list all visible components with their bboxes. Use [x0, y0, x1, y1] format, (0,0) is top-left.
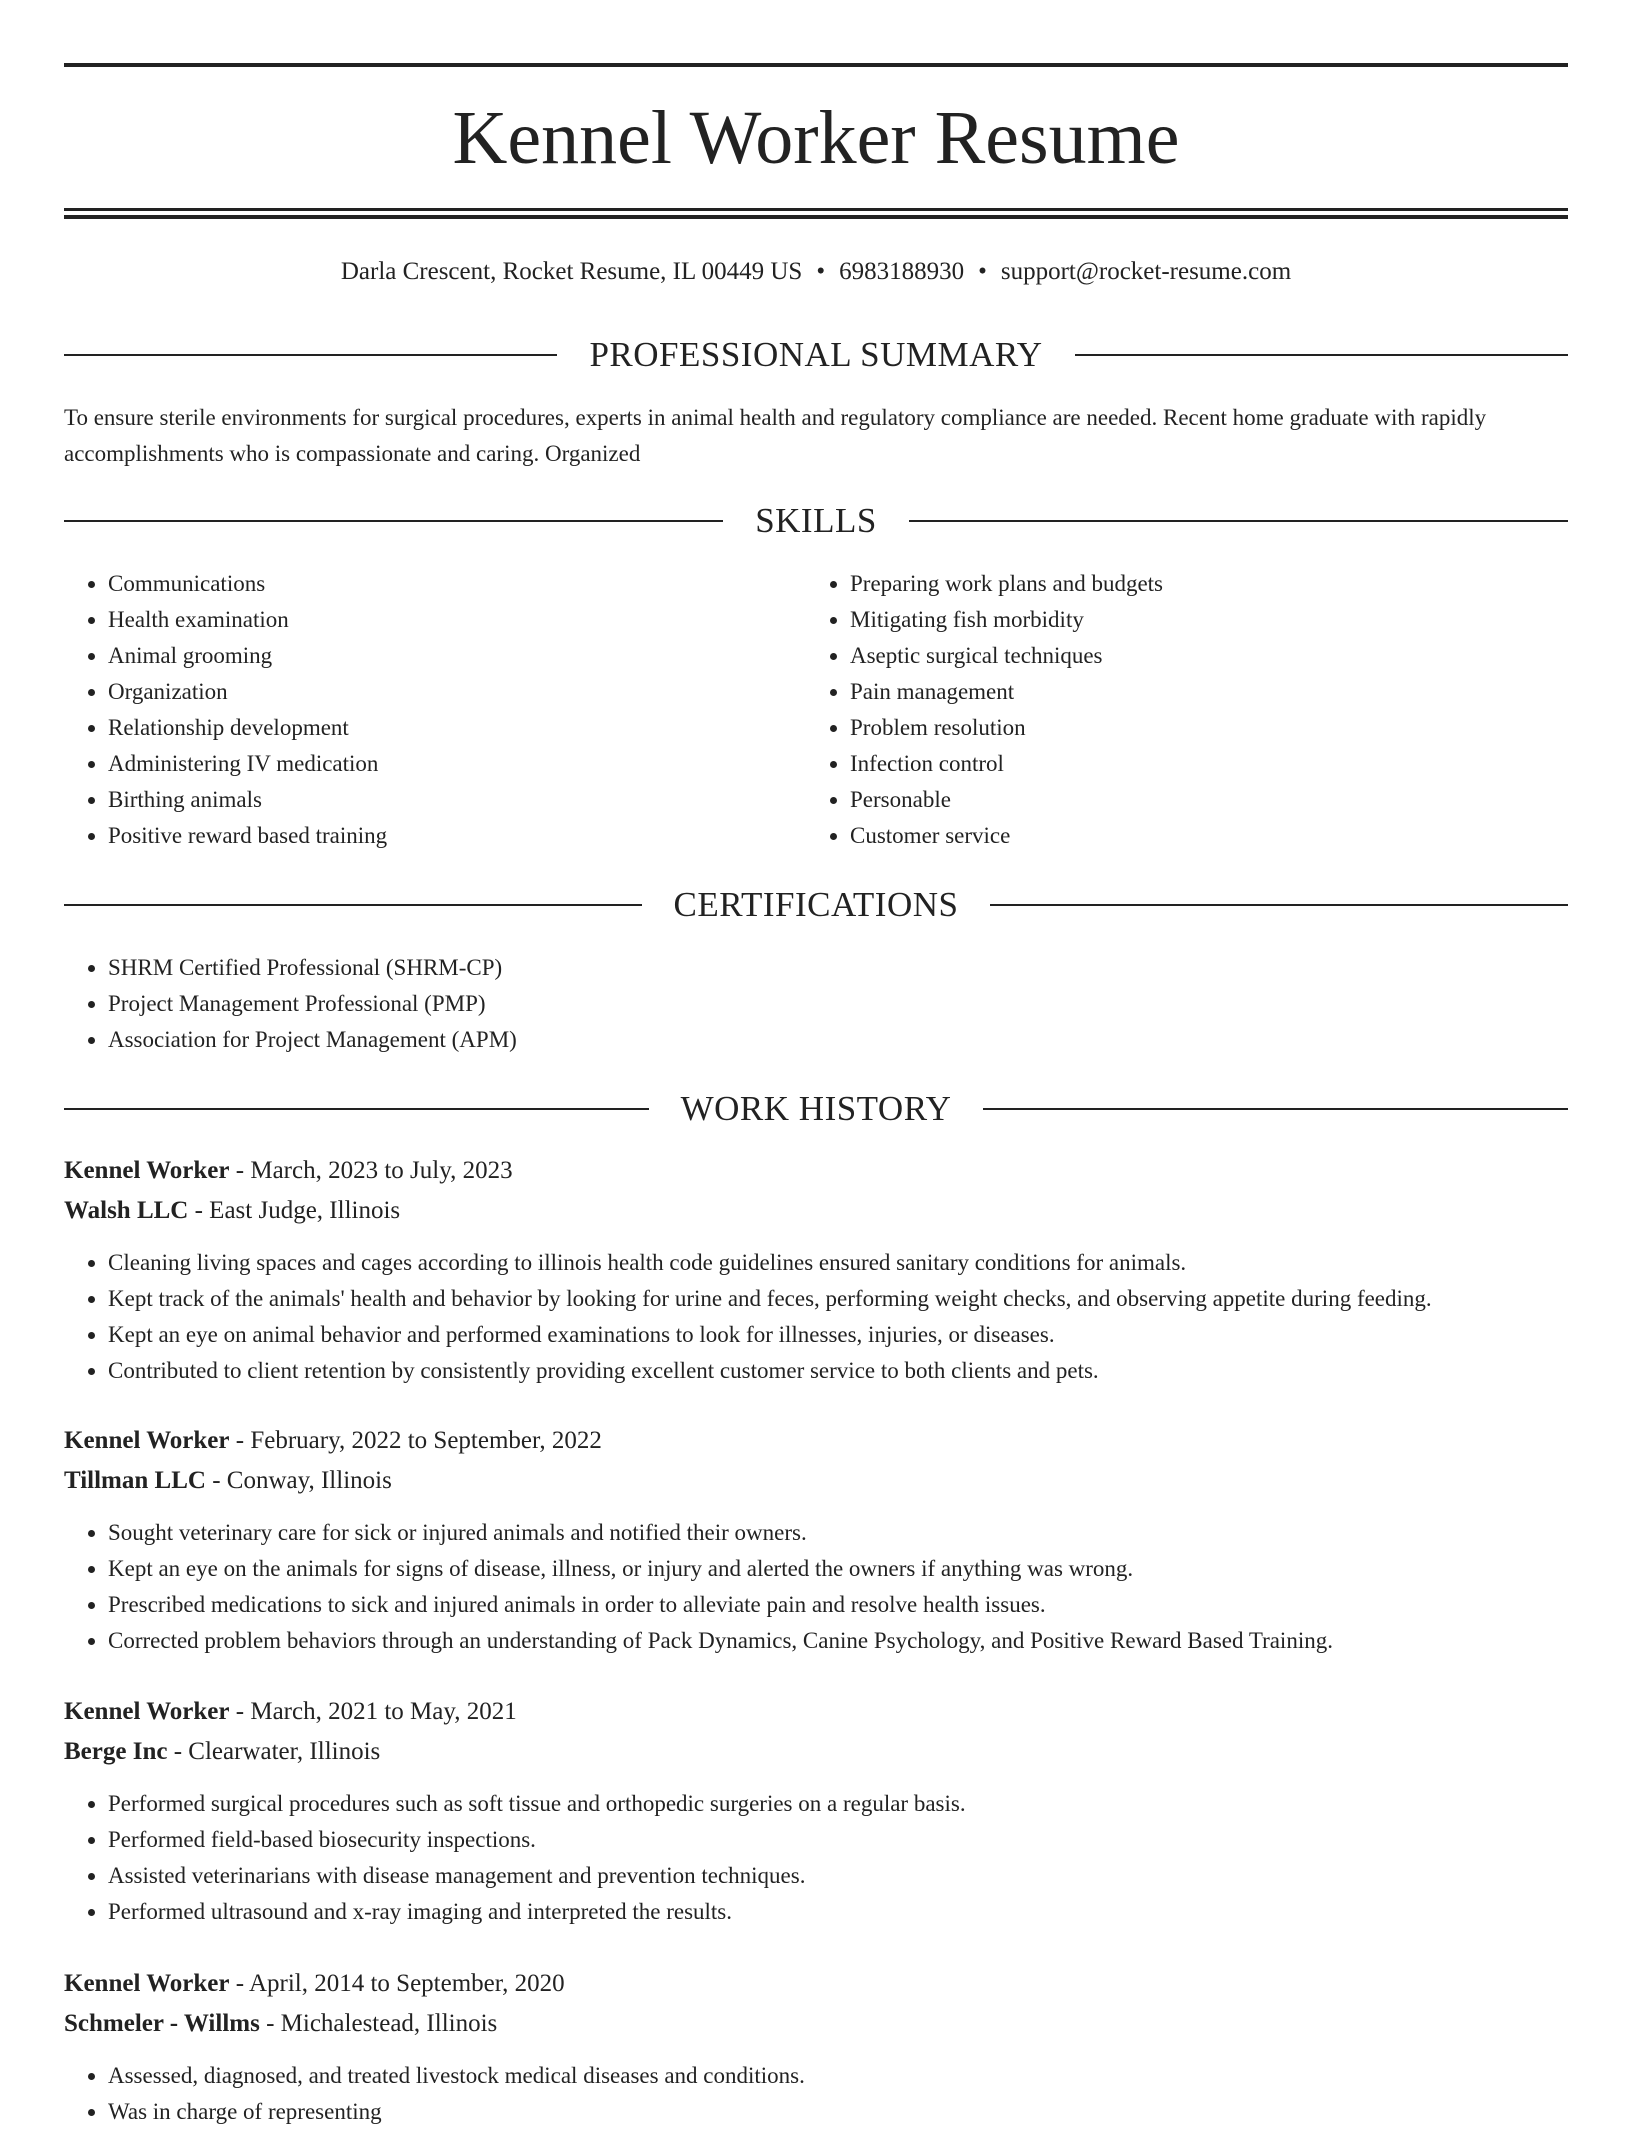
contact-separator: •: [816, 258, 826, 285]
job-bullets: [64, 1786, 1568, 1930]
heading-rule: [983, 1108, 1568, 1110]
section-title: PROFESSIONAL SUMMARY: [589, 335, 1043, 374]
skills-column-left: [64, 566, 806, 854]
job-entry: [64, 1421, 1568, 1659]
job-role: Kennel Worker: [64, 1698, 230, 1725]
list-item: • Cleaning living spaces and cages according to illinois health code guidelines ensured sanitary conditions for animals.: [108, 1245, 1568, 1281]
section-heading-certifications: [64, 883, 1568, 927]
job-company-line: [64, 2004, 1568, 2044]
job-bullets: [64, 1245, 1568, 1389]
job-title-line: [64, 1964, 1568, 2004]
section-title: WORK HISTORY: [680, 1089, 952, 1128]
section-title: CERTIFICATIONS: [673, 885, 959, 924]
heading-rule: [64, 520, 723, 522]
certifications-list: [64, 950, 1568, 1058]
certifications-items: [64, 950, 1568, 1058]
list-item: • Health examination: [108, 602, 806, 638]
job-location: - East Judge, Illinois: [188, 1197, 401, 1224]
heading-rule: [64, 1108, 649, 1110]
section-heading-summary: [64, 333, 1568, 377]
job-company-line: [64, 1732, 1568, 1772]
list-item: • Project Management Professional (PMP): [108, 986, 1568, 1022]
list-item: • Positive reward based training: [108, 818, 806, 854]
job-bullets: [64, 1515, 1568, 1659]
list-item: • Association for Project Management (APM): [108, 1022, 1568, 1058]
skills-list: [64, 566, 1568, 854]
job-title-line: [64, 1151, 1568, 1191]
job-location: - Conway, Illinois: [205, 1467, 392, 1494]
list-item: • Kept an eye on animal behavior and performed examinations to look for illnesses, injuries, or diseases.: [108, 1317, 1568, 1353]
section-title: SKILLS: [755, 501, 877, 540]
list-item: • Performed field-based biosecurity inspections.: [108, 1822, 1568, 1858]
list-item: • Kept track of the animals' health and behavior by looking for urine and feces, performing weight checks, and observing appetite during feeding.: [108, 1281, 1568, 1317]
contact-line: [64, 254, 1568, 290]
list-item: • Assessed, diagnosed, and treated livestock medical diseases and conditions.: [108, 2058, 1568, 2094]
list-item: • Sought veterinary care for sick or injured animals and notified their owners.: [108, 1515, 1568, 1551]
job-dates: - March, 2021 to May, 2021: [229, 1698, 517, 1725]
summary-text: To ensure sterile environments for surgical procedures, experts in animal health and regulatory compliance are needed. Recent home graduate with rapidly accomplishments who is compassionate and caring. Organized: [64, 405, 1487, 466]
job-company: Berge Inc: [64, 1738, 168, 1765]
heading-rule: [909, 520, 1568, 522]
job-company: Tillman LLC: [64, 1467, 206, 1494]
section-heading-work-history: [64, 1087, 1568, 1131]
job-bullets: [64, 2058, 1568, 2130]
skills-left-list: [64, 566, 806, 854]
title-double-rule: [64, 208, 1568, 219]
job-title-line: [64, 1692, 1568, 1732]
list-item: • Kept an eye on the animals for signs of disease, illness, or injury and alerted the owners if anything was wrong.: [108, 1551, 1568, 1587]
contact-phone: 6983188930: [839, 258, 965, 285]
skills-column-right: [806, 566, 1548, 854]
job-dates: - April, 2014 to September, 2020: [229, 1970, 565, 1997]
job-company-line: [64, 1191, 1568, 1231]
contact-email: support@rocket-resume.com: [1000, 258, 1292, 285]
job-location: - Michalestead, Illinois: [259, 2010, 498, 2037]
list-item: • Aseptic surgical techniques: [850, 638, 1548, 674]
list-item: • Pain management: [850, 674, 1548, 710]
heading-rule: [64, 354, 557, 356]
job-entry: [64, 1151, 1568, 1389]
skills-right-list: [806, 566, 1548, 854]
job-location: - Clearwater, Illinois: [167, 1738, 381, 1765]
list-item: • Relationship development: [108, 710, 806, 746]
list-item: • Birthing animals: [108, 782, 806, 818]
list-item: • Contributed to client retention by consistently providing excellent customer service to both clients and pets.: [108, 1353, 1568, 1389]
list-item: • Infection control: [850, 746, 1548, 782]
job-company: Walsh LLC: [64, 1197, 189, 1224]
list-item: • Animal grooming: [108, 638, 806, 674]
heading-rule: [64, 904, 642, 906]
list-item: • Communications: [108, 566, 806, 602]
list-item: • Problem resolution: [850, 710, 1548, 746]
list-item: • Mitigating fish morbidity: [850, 602, 1548, 638]
list-item: • Assisted veterinarians with disease management and prevention techniques.: [108, 1858, 1568, 1894]
job-role: Kennel Worker: [64, 1970, 230, 1997]
list-item: • Customer service: [850, 818, 1548, 854]
contact-address: Darla Crescent, Rocket Resume, IL 00449 US: [340, 258, 803, 285]
list-item: • SHRM Certified Professional (SHRM-CP): [108, 950, 1568, 986]
list-item: • Prescribed medications to sick and injured animals in order to alleviate pain and resolve health issues.: [108, 1587, 1568, 1623]
job-title-line: [64, 1421, 1568, 1461]
list-item: • Performed surgical procedures such as soft tissue and orthopedic surgeries on a regular basis.: [108, 1786, 1568, 1822]
list-item: • Administering IV medication: [108, 746, 806, 782]
list-item: • Organization: [108, 674, 806, 710]
section-heading-skills: [64, 499, 1568, 543]
job-entry: [64, 1692, 1568, 1930]
job-dates: - March, 2023 to July, 2023: [229, 1157, 513, 1184]
job-company-line: [64, 1461, 1568, 1501]
job-dates: - February, 2022 to September, 2022: [229, 1427, 602, 1454]
list-item: • Performed ultrasound and x-ray imaging and interpreted the results.: [108, 1894, 1568, 1930]
heading-rule: [990, 904, 1568, 906]
job-company: Schmeler - Willms: [64, 2010, 260, 2037]
page-title: Kennel Worker Resume: [452, 96, 1180, 180]
top-rule: [64, 63, 1568, 67]
list-item: • Personable: [850, 782, 1548, 818]
contact-separator: •: [978, 258, 987, 285]
job-entry: [64, 1964, 1568, 2130]
job-role: Kennel Worker: [64, 1427, 230, 1454]
list-item: • Preparing work plans and budgets: [850, 566, 1548, 602]
list-item: • Corrected problem behaviors through an understanding of Pack Dynamics, Canine Psychology, and Positive Reward Based Training.: [108, 1623, 1568, 1659]
list-item: • Was in charge of representing: [108, 2094, 1568, 2130]
job-role: Kennel Worker: [64, 1157, 230, 1184]
heading-rule: [1075, 354, 1568, 356]
